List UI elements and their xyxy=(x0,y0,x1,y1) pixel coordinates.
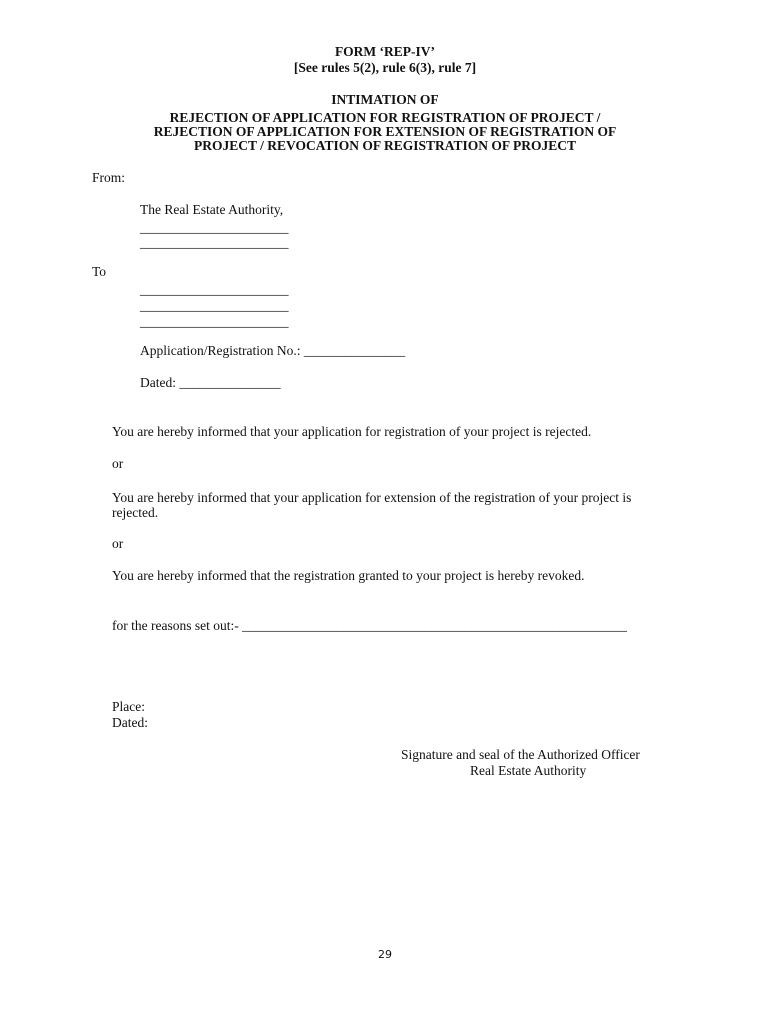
form-title: FORM ‘REP-IV’ xyxy=(334,44,436,59)
intimation-heading: INTIMATION OF xyxy=(331,92,439,107)
reasons-line: for the reasons set out:- _________________________________________________________ xyxy=(112,618,627,633)
reference-dated: Dated: _______________ xyxy=(140,375,281,390)
or-separator: or xyxy=(112,536,124,551)
authority-name: Real Estate Authority xyxy=(470,763,587,778)
place-label: Place: xyxy=(112,699,145,714)
from-authority: The Real Estate Authority, xyxy=(140,202,284,217)
rejection-paragraph: You are hereby informed that your application for registration of your project is rejected. xyxy=(112,424,592,439)
from-blank-line: ______________________ xyxy=(140,220,289,235)
to-blank-line: ______________________ xyxy=(140,314,289,329)
from-blank-line: ______________________ xyxy=(140,235,289,250)
subject-line-1: REJECTION OF APPLICATION FOR REGISTRATION OF PROJECT / xyxy=(169,110,601,125)
application-number: Application/Registration No.: _______________ xyxy=(140,343,406,358)
signature-line: Signature and seal of the Authorized Officer xyxy=(401,747,640,762)
or-separator: or xyxy=(112,456,124,471)
from-label: From: xyxy=(92,170,126,185)
rules-reference: [See rules 5(2), rule 6(3), rule 7] xyxy=(293,60,477,75)
to-blank-line: ______________________ xyxy=(140,282,289,297)
extension-rejection-paragraph: You are hereby informed that your application for extension of the registration of your project is rejected. xyxy=(112,490,632,520)
subject-line-3: PROJECT / REVOCATION OF REGISTRATION OF PROJECT xyxy=(193,138,577,153)
revocation-paragraph: You are hereby informed that the registration granted to your project is hereby revoked. xyxy=(112,568,585,583)
page-number: 29 xyxy=(378,948,392,961)
to-label: To xyxy=(92,264,107,279)
dated-label: Dated: xyxy=(112,715,148,730)
to-blank-line: ______________________ xyxy=(140,298,289,313)
subject-line-2: REJECTION OF APPLICATION FOR EXTENSION OF REGISTRATION OF xyxy=(153,124,617,139)
